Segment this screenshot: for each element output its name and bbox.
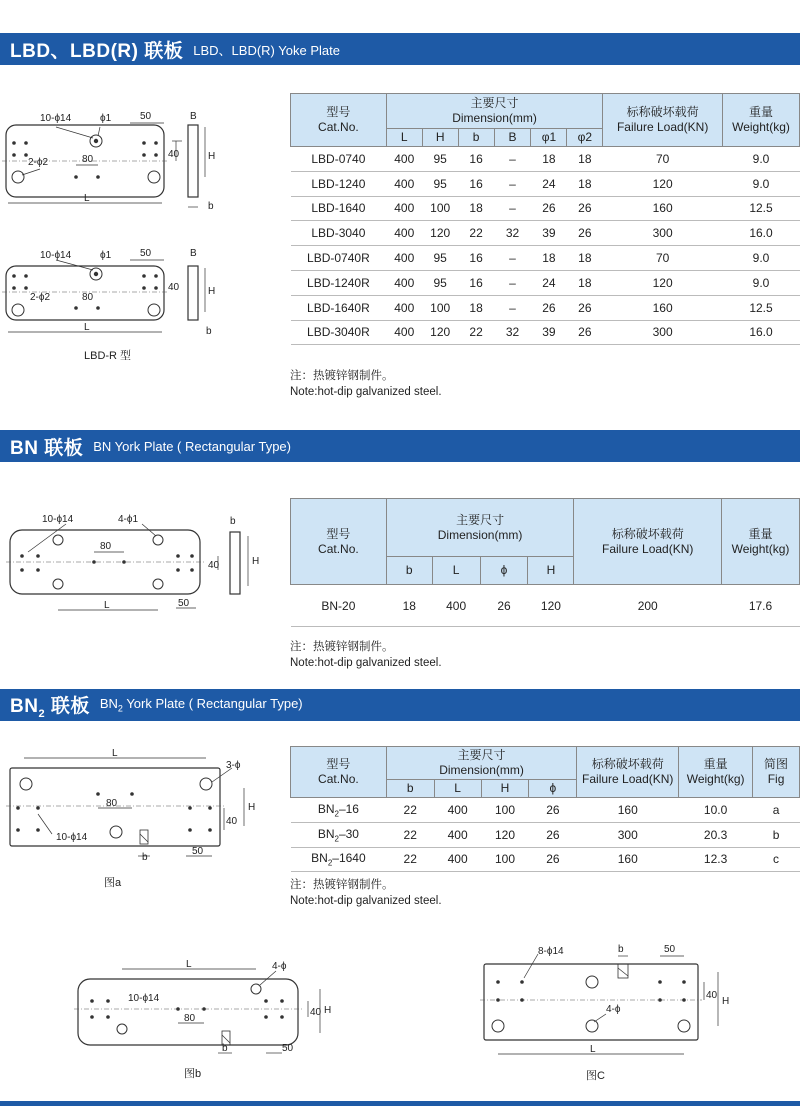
section-banner-bn2 xyxy=(0,689,800,721)
header-dimension: 主要尺寸 Dimension(mm) xyxy=(386,747,577,780)
header-failure-load: 标称破坏载荷 Failure Load(KN) xyxy=(574,499,722,585)
label-phi4: 4-ϕ xyxy=(606,1004,621,1015)
label-H: H xyxy=(722,996,730,1007)
table-row: LBD-1240 400 95 16 – 24 18 120 9.0 xyxy=(291,171,800,196)
note-lbd: 注：热镀锌钢制件。 Note:hot-dip galvanized steel. xyxy=(290,370,442,398)
section-title-en: LBD、LBD(R) Yoke Plate xyxy=(193,42,340,58)
header-col: H xyxy=(481,780,529,798)
bn-spec-table xyxy=(290,498,800,627)
header-weight: 重量 Weight(kg) xyxy=(679,747,753,798)
header-col: b xyxy=(386,557,432,585)
label-holes: 10-ϕ14 xyxy=(42,514,74,525)
table-row: LBD-0740 400 95 16 – 18 18 70 9.0 xyxy=(291,147,800,172)
table-row: LBD-3040R 400 120 22 32 39 26 300 16.0 xyxy=(291,320,800,345)
model-cell: $BN_2-16$ xyxy=(291,798,387,823)
section-title-cn: LBD、LBD(R) 联板 xyxy=(10,40,184,62)
label-d80: 80 xyxy=(106,798,118,809)
label-d50: 50 xyxy=(282,1043,294,1054)
header-model: 型号 Cat.No. xyxy=(291,94,387,147)
label-d40: 40 xyxy=(168,282,180,293)
label-b: b xyxy=(230,516,236,527)
label-b: b xyxy=(142,852,148,863)
caption-fig-c: 图C xyxy=(586,1070,605,1082)
header-weight: 重量 Weight(kg) xyxy=(722,499,800,585)
section-title-en: BN York Plate ( Rectangular Type) xyxy=(93,438,291,454)
table-row: BN-20 18 400 26 120 200 17.6 xyxy=(291,585,800,627)
label-holes8: 8-ϕ14 xyxy=(538,946,564,957)
table-row: LBD-1640R 400 100 18 – 26 26 160 12.5 xyxy=(291,295,800,320)
table-row: $BN_2-1640$ 22 400 100 26 160 12.3 c xyxy=(291,847,800,872)
label-d80: 80 xyxy=(82,292,94,303)
header-col: b xyxy=(458,129,494,147)
model-cell: $BN_2-1640$ xyxy=(291,847,387,872)
label-b: b xyxy=(206,326,212,337)
header-fig: 简图 Fig xyxy=(753,747,800,798)
label-H: H xyxy=(208,151,216,162)
label-phi1: ϕ1 xyxy=(100,113,112,124)
label-holes: 10-ϕ14 xyxy=(56,832,88,843)
lbd-spec-table xyxy=(290,93,800,345)
lbd-drawing xyxy=(0,105,290,215)
header-model: 型号 Cat.No. xyxy=(291,747,387,798)
header-col: L xyxy=(432,557,480,585)
header-dimension: 主要尺寸 Dimension(mm) xyxy=(386,94,603,129)
label-d50: 50 xyxy=(664,944,676,955)
label-d40: 40 xyxy=(168,149,180,160)
label-H: H xyxy=(324,1005,332,1016)
bn2-drawing-a xyxy=(0,748,290,888)
label-phi2: 2-ϕ2 xyxy=(30,292,51,303)
header-col: L xyxy=(386,129,422,147)
header-col: L xyxy=(434,780,481,798)
label-d80: 80 xyxy=(100,541,112,552)
header-dimension: 主要尺寸 Dimension(mm) xyxy=(386,499,574,557)
header-col: φ1 xyxy=(531,129,567,147)
header-weight: 重量 Weight(kg) xyxy=(723,94,800,147)
bn2-drawing-c xyxy=(478,942,768,1067)
label-b: b xyxy=(618,944,624,955)
label-phi2: 2-ϕ2 xyxy=(28,157,49,168)
header-col: B xyxy=(494,129,531,147)
header-failure-load: 标称破坏载荷 Failure Load(KN) xyxy=(577,747,679,798)
label-holes: 10-ϕ14 xyxy=(40,113,72,124)
section-title-en: $BN_2$ York Plate ( Rectangular Type) xyxy=(99,696,303,714)
label-d80: 80 xyxy=(82,154,94,165)
label-L: L xyxy=(112,748,118,759)
label-d80: 80 xyxy=(184,1013,196,1024)
caption-fig-b: 图b xyxy=(184,1068,202,1080)
label-d40: 40 xyxy=(226,816,238,827)
bn2-spec-table xyxy=(290,746,800,872)
label-L: L xyxy=(84,193,90,204)
label-phi4: 4-ϕ xyxy=(272,961,287,972)
label-L: L xyxy=(104,600,110,611)
table-row: $BN_2-16$ 22 400 100 26 160 10.0 a xyxy=(291,798,800,823)
note-bn: 注：热镀锌钢制件。 Note:hot-dip galvanized steel. xyxy=(290,641,442,669)
label-d50: 50 xyxy=(140,248,152,259)
label-d50: 50 xyxy=(140,111,152,122)
label-B: B xyxy=(190,248,197,259)
label-d50: 50 xyxy=(192,846,204,857)
label-d40: 40 xyxy=(208,560,220,571)
table-row: LBD-3040 400 120 22 32 39 26 300 16.0 xyxy=(291,221,800,246)
label-L: L xyxy=(84,322,90,333)
header-col: ϕ xyxy=(529,780,577,798)
header-failure-load: 标称破坏载荷 Failure Load(KN) xyxy=(603,94,723,147)
caption-fig-a: 图a xyxy=(104,877,122,889)
bottom-rule xyxy=(0,1101,800,1106)
table-row: LBD-1240R 400 95 16 – 24 18 120 9.0 xyxy=(291,270,800,295)
label-L: L xyxy=(590,1044,596,1055)
label-d40: 40 xyxy=(310,1007,322,1018)
header-col: φ2 xyxy=(567,129,603,147)
header-col: ϕ xyxy=(480,557,528,585)
header-col: H xyxy=(528,557,574,585)
label-phi1: ϕ1 xyxy=(100,250,112,261)
label-L: L xyxy=(186,959,192,970)
section-banner-lbd xyxy=(0,33,800,65)
label-phi3: 3-ϕ xyxy=(226,760,241,771)
label-holes: 10-ϕ14 xyxy=(128,993,160,1004)
label-b: b xyxy=(208,201,214,212)
header-model: 型号 Cat.No. xyxy=(291,499,387,585)
header-col: H xyxy=(422,129,458,147)
label-phi1: 4-ϕ1 xyxy=(118,514,139,525)
bn2-drawing-b xyxy=(70,955,350,1065)
bn-drawing xyxy=(0,510,290,620)
section-banner-bn xyxy=(0,430,800,462)
label-holes: 10-ϕ14 xyxy=(40,250,72,261)
table-row: LBD-1640 400 100 18 – 26 26 160 12.5 xyxy=(291,196,800,221)
section-title-cn: BN 联板 xyxy=(10,437,84,459)
label-b: b xyxy=(222,1043,228,1054)
label-H: H xyxy=(252,556,260,567)
model-cell: $BN_2-30$ xyxy=(291,822,387,847)
header-col: b xyxy=(386,780,434,798)
section-title-cn: $BN_2$ 联板 xyxy=(10,695,90,720)
lbd-r-drawing xyxy=(0,240,290,350)
label-d40: 40 xyxy=(706,990,718,1001)
table-row: $BN_2-30$ 22 400 120 26 300 20.3 b xyxy=(291,822,800,847)
label-H: H xyxy=(248,802,256,813)
caption-lbd-r: LBD-R 型 xyxy=(84,350,132,362)
note-bn2: 注：热镀锌钢制件。 Note:hot-dip galvanized steel. xyxy=(290,879,442,907)
table-row: LBD-0740R 400 95 16 – 18 18 70 9.0 xyxy=(291,246,800,271)
label-B: B xyxy=(190,111,197,122)
label-d50: 50 xyxy=(178,598,190,609)
label-H: H xyxy=(208,286,216,297)
